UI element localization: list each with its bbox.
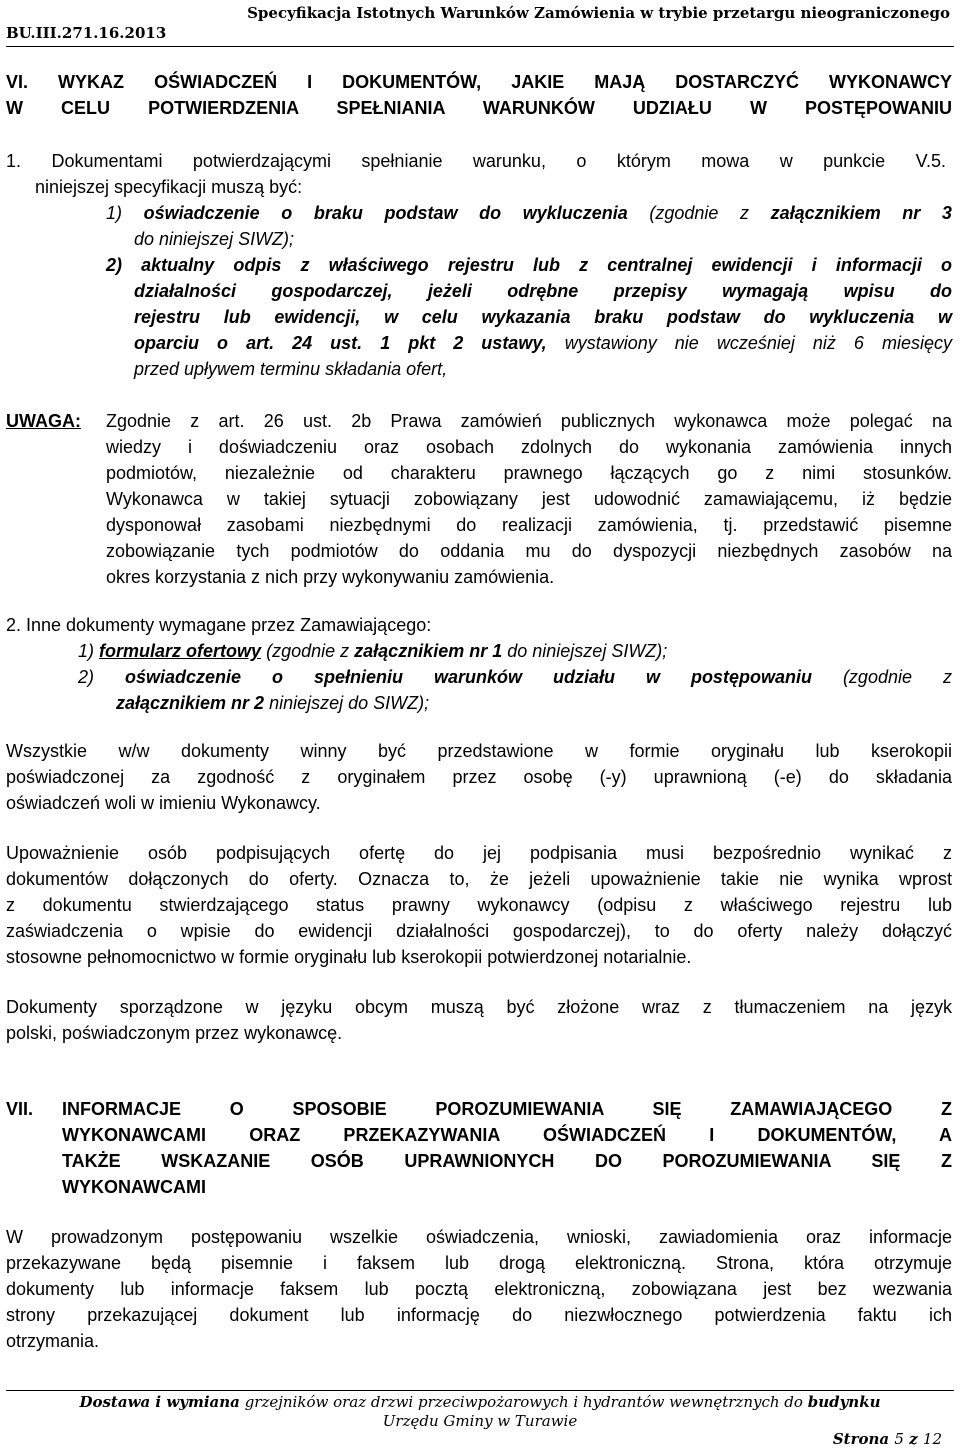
footer-divider bbox=[6, 1390, 954, 1391]
document-title: Specyfikacja Istotnych Warunków Zamówienia w trybie przetargu nieograniczonego bbox=[247, 4, 950, 22]
point-1-item-1 bbox=[106, 200, 952, 226]
section-7-heading-line3: TAKŻE WSKAZANIE OSÓB UPRAWNIONYCH DO POROZUMIEWANIA SIĘ Z bbox=[62, 1151, 952, 1171]
footer-bold-a: Dostawa i wymiana bbox=[79, 1393, 240, 1411]
note-line3: podmiotów, niezależnie od charakteru prawnego łączących go z nimi stosunków. bbox=[106, 463, 952, 483]
para-originals-line3: oświadczeń woli w imieniu Wykonawcy. bbox=[6, 793, 321, 813]
point-1-intro-cont: niniejszej specyfikacji muszą być: bbox=[35, 177, 303, 197]
item-title: formularz ofertowy bbox=[99, 641, 262, 661]
point-2-item-1 bbox=[78, 638, 667, 664]
validity-note: wystawiony nie wcześniej niż 6 miesięcy bbox=[564, 333, 952, 353]
section-7-body-line2: przekazywane będą pisemnie i faksem lub drogą elektroniczną. Strona, która otrzymuje bbox=[6, 1253, 952, 1273]
item-note-end: niniejszej do SIWZ); bbox=[269, 693, 430, 713]
point-2-item-2-cont bbox=[116, 690, 429, 716]
item-number: 1) bbox=[106, 203, 123, 223]
page-current: 5 bbox=[894, 1430, 904, 1448]
footer-office: Urzędu Gminy w Turawie bbox=[382, 1412, 578, 1430]
attachment-ref: załącznikiem nr 1 bbox=[354, 641, 503, 661]
para-authorization-line5: stosowne pełnomocnictwo w formie oryginału lub kserokopii potwierdzonej notarialnie. bbox=[6, 947, 692, 967]
para-originals-line1: Wszystkie w/w dokumenty winny być przedstawione w formie oryginału lub kserokopii bbox=[6, 741, 952, 761]
section-7-body-line5: otrzymania. bbox=[6, 1331, 100, 1351]
section-7-heading-line1: INFORMACJE O SPOSOBIE POROZUMIEWANIA SIĘ ZAMAWIAJĄCEGO Z bbox=[62, 1099, 952, 1119]
section-7-body-line3: dokumenty lub informacje faksem lub pocztą elektroniczną, zobowiązana jest bez wezwania bbox=[6, 1279, 952, 1299]
section-7-heading-line4: WYKONAWCAMI bbox=[62, 1177, 206, 1197]
section-6-heading-line2: W CELU POTWIERDZENIA SPEŁNIANIA WARUNKÓW UDZIAŁU W POSTĘPOWANIU bbox=[6, 98, 952, 118]
item-title: oświadczenie o spełnieniu warunków udziału w postępowaniu bbox=[125, 667, 812, 687]
point-1-item-2-line4 bbox=[134, 330, 952, 356]
note-line7: okres korzystania z nich przy wykonywaniu zamówienia. bbox=[106, 567, 555, 587]
attachment-ref: załącznikiem nr 3 bbox=[770, 203, 952, 223]
para-translation-line1: Dokumenty sporządzone w języku obcym muszą być złożone wraz z tłumaczeniem na język bbox=[6, 997, 952, 1017]
section-6-heading-line1: VI. WYKAZ OŚWIADCZEŃ I DOKUMENTÓW, JAKIE MAJĄ DOSTARCZYĆ WYKONAWCY bbox=[6, 72, 952, 92]
page-separator: z bbox=[909, 1430, 918, 1448]
section-7-heading-line2: WYKONAWCAMI ORAZ PRZEKAZYWANIA OŚWIADCZEŃ I DOKUMENTÓW, A bbox=[62, 1125, 952, 1145]
footer-subject bbox=[0, 1393, 960, 1411]
para-authorization-line3: z dokumentu stwierdzającego status prawny wykonawcy (odpisu z właściwego rejestru lub bbox=[6, 895, 952, 915]
item-number: 2) bbox=[78, 667, 95, 687]
note-line4: Wykonawca w takiej sytuacji zobowiązany jest udowodnić zamawiającemu, iż będzie bbox=[106, 489, 952, 509]
point-1-item-1-cont: do niniejszej SIWZ); bbox=[134, 229, 295, 249]
footer-mid: grzejników oraz drzwi przeciwpożarowych i hydrantów wewnętrznych do bbox=[244, 1393, 803, 1411]
footer-bold-b: budynku bbox=[807, 1393, 881, 1411]
page-total: 12 bbox=[922, 1430, 942, 1448]
note-line5: dysponował zasobami niezbędnymi do realizacji zamówienia, tj. przedstawić pisemne bbox=[106, 515, 952, 535]
point-1-item-2-line5: przed upływem terminu składania ofert, bbox=[134, 359, 448, 379]
item-note: (zgodnie z bbox=[266, 641, 350, 661]
point-1-item-2-line1: 2) aktualny odpis z właściwego rejestru lub z centralnej ewidencji i informacji o bbox=[106, 255, 952, 275]
section-7-body-line1: W prowadzonym postępowaniu wszelkie oświadczenia, wnioski, zawiadomienia oraz informacje bbox=[6, 1227, 952, 1247]
note-line2: wiedzy i doświadczeniu oraz osobach zdolnych do wykonania zamówienia innych bbox=[106, 437, 952, 457]
page-header bbox=[0, 0, 960, 52]
point-1-intro: 1. Dokumentami potwierdzającymi spełnianie warunku, o którym mowa w punkcie V.5. bbox=[6, 151, 946, 171]
legal-basis: oparciu o art. 24 ust. 1 pkt 2 ustawy, bbox=[134, 333, 547, 353]
header-divider bbox=[6, 46, 954, 47]
point-1-item-2-line2: działalności gospodarczej, jeżeli odrębne przepisy wymagają wpisu do bbox=[134, 281, 952, 301]
item-number: 1) bbox=[78, 641, 95, 661]
para-authorization-line4: zaświadczenia o wpisie do ewidencji działalności gospodarczej), to do oferty należy dołączyć bbox=[6, 921, 952, 941]
item-note: (zgodnie z bbox=[649, 203, 750, 223]
document-reference: BU.III.271.16.2013 bbox=[6, 24, 167, 42]
page-label: Strona bbox=[832, 1430, 890, 1448]
para-translation-line2: polski, poświadczonym przez wykonawcę. bbox=[6, 1023, 343, 1043]
attachment-ref: załącznikiem nr 2 bbox=[116, 693, 265, 713]
section-7-number: VII. bbox=[6, 1099, 34, 1119]
point-2-intro: 2. Inne dokumenty wymagane przez Zamawiającego: bbox=[6, 615, 432, 635]
item-title: oświadczenie o braku podstaw do wykluczenia bbox=[143, 203, 628, 223]
point-2-item-2 bbox=[78, 664, 952, 690]
para-originals-line2: poświadczonej za zgodność z oryginałem przez osobę (-y) uprawnioną (-e) do składania bbox=[6, 767, 952, 787]
point-1-item-2-line3: rejestru lub ewidencji, w celu wykazania braku podstaw do wykluczenia w bbox=[134, 307, 952, 327]
item-note-end: do niniejszej SIWZ); bbox=[507, 641, 668, 661]
note-line6: zobowiązanie tych podmiotów do oddania mu do dyspozycji niezbędnych zasobów na bbox=[106, 541, 952, 561]
page-number bbox=[833, 1430, 942, 1448]
note-line1: Zgodnie z art. 26 ust. 2b Prawa zamówień publicznych wykonawca może polegać na bbox=[106, 411, 952, 431]
para-authorization-line1: Upoważnienie osób podpisujących ofertę do jej podpisania musi bezpośrednio wynikać z bbox=[6, 843, 952, 863]
section-7-body-line4: strony przekazującej dokument lub informację do niezwłocznego potwierdzenia faktu ich bbox=[6, 1305, 952, 1325]
note-label: UWAGA: bbox=[6, 411, 81, 431]
item-note: (zgodnie z bbox=[842, 667, 952, 687]
para-authorization-line2: dokumentów dołączonych do oferty. Oznacza to, że jeżeli upoważnienie takie nie wynika wprost bbox=[6, 869, 952, 889]
